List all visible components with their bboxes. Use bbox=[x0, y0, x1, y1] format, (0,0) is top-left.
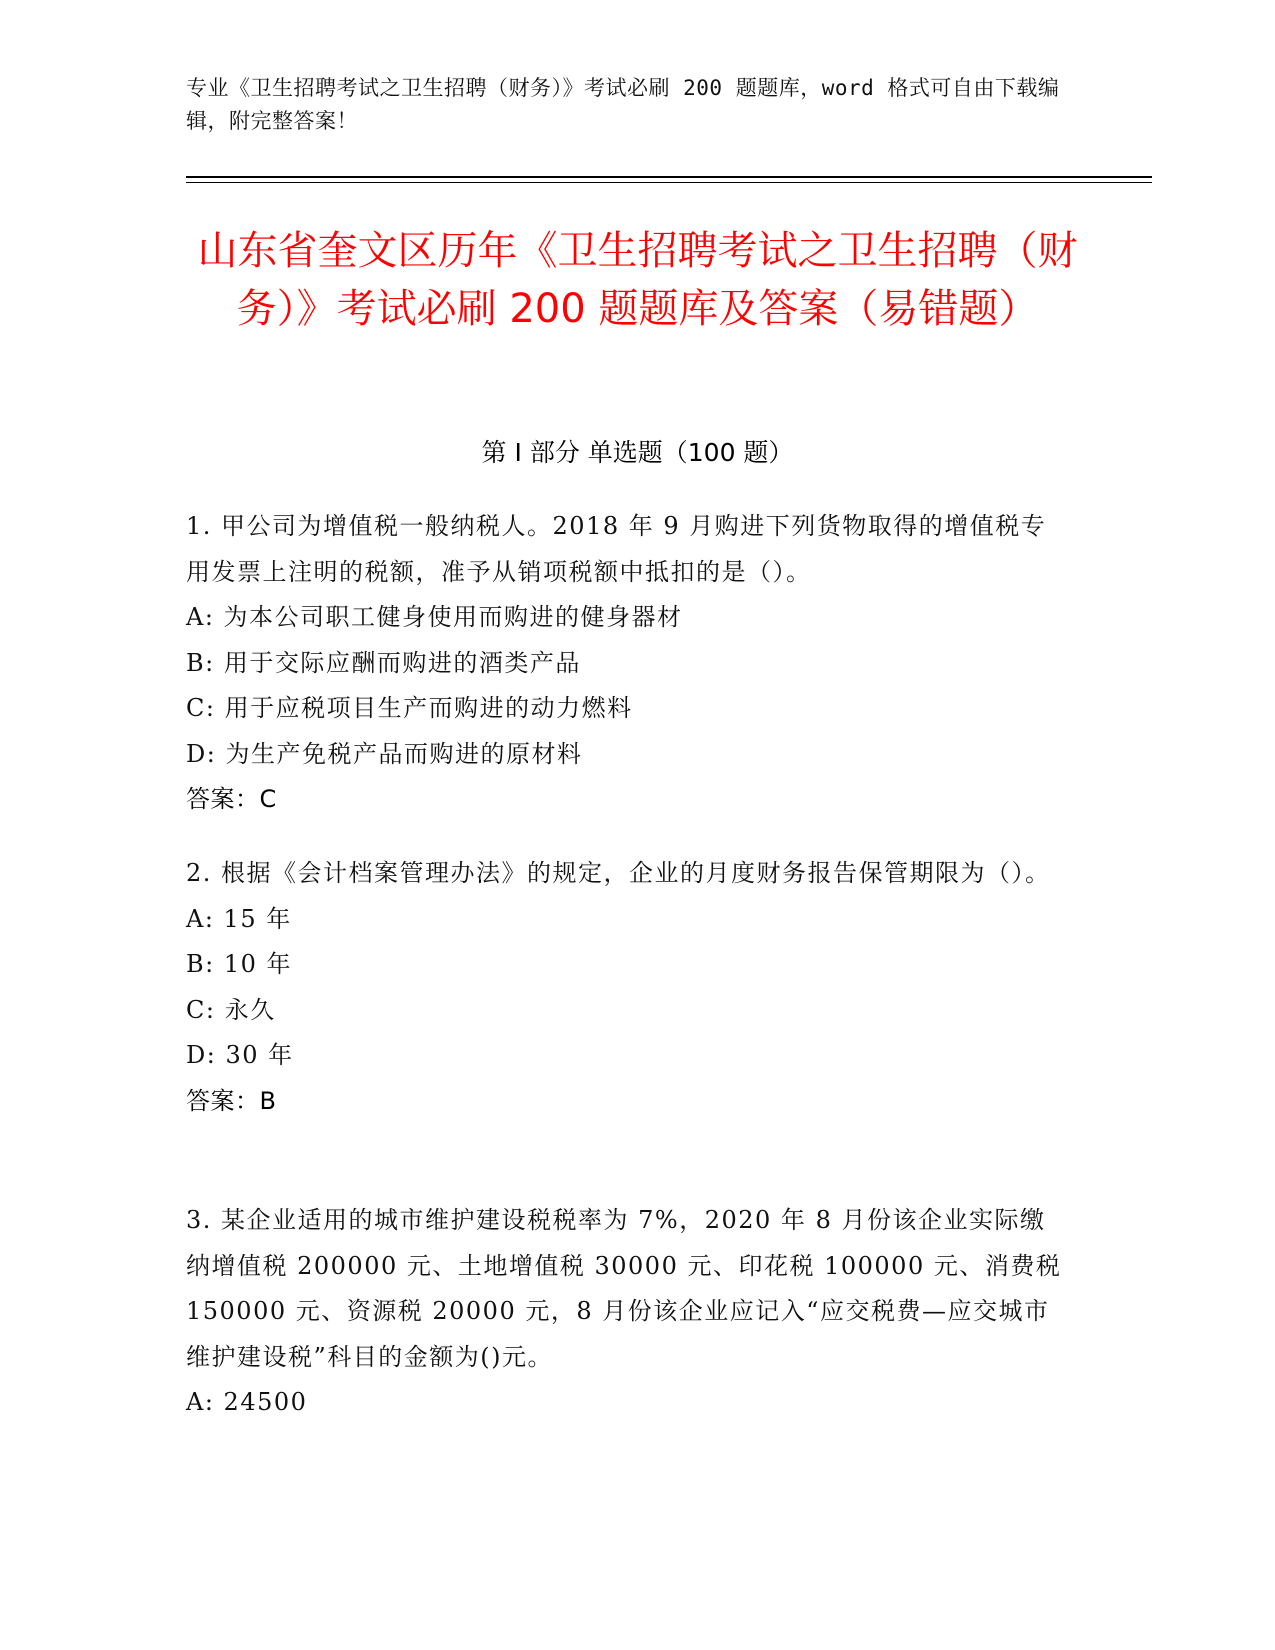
question-3 bbox=[186, 1198, 1066, 1426]
option-a: A: 24500 bbox=[186, 1388, 308, 1416]
section-title: 第 I 部分 单选题（100 题） bbox=[481, 438, 794, 467]
document-title: 山东省奎文区历年《卫生招聘考试之卫生招聘（财务）》考试必刷 200 题题库及答案（易错题） bbox=[197, 228, 1078, 332]
header-note: 专业《卫生招聘考试之卫生招聘（财务）》考试必刷 200 题题库，word 格式可自由下载编辑，附完整答案！ bbox=[186, 76, 1060, 133]
question-stem: 2. 根据《会计档案管理办法》的规定，企业的月度财务报告保管期限为（）。 bbox=[186, 859, 1051, 887]
option-b: B: 用于交际应酬而购进的酒类产品 bbox=[186, 648, 581, 677]
option-a: A: 15 年 bbox=[186, 904, 292, 933]
option-b: B: 10 年 bbox=[186, 950, 293, 978]
option-c: C: 用于应税项目生产而购进的动力燃料 bbox=[186, 694, 633, 722]
header-divider-thick bbox=[186, 176, 1152, 178]
question-2 bbox=[186, 851, 1066, 1124]
option-d: D: 30 年 bbox=[186, 1041, 294, 1069]
question-stem: 1. 甲公司为增值税一般纳税人。2018 年 9 月购进下列货物取得的增值税专用发票上注明的税额，准予从销项税额中抵扣的是（）。 bbox=[186, 512, 1047, 586]
header-divider-thin bbox=[186, 182, 1152, 183]
question-stem: 3. 某企业适用的城市维护建设税税率为 7%，2020 年 8 月份该企业实际缴纳增值税 200000 元、土地增值税 30000 元、印花税 100000 元、消费税 150000 元、资源税 20000 元，8 月份该企业应记入“应交税费—应交城市维护建设税”科目的金额为()元。 bbox=[186, 1206, 1062, 1371]
option-d: D: 为生产免税产品而购进的原材料 bbox=[186, 739, 583, 768]
option-c: C: 永久 bbox=[186, 995, 276, 1024]
option-a: A: 为本公司职工健身使用而购进的健身器材 bbox=[186, 603, 683, 631]
question-1 bbox=[186, 504, 1066, 823]
answer: 答案：B bbox=[186, 1086, 277, 1115]
answer: 答案：C bbox=[186, 785, 277, 813]
